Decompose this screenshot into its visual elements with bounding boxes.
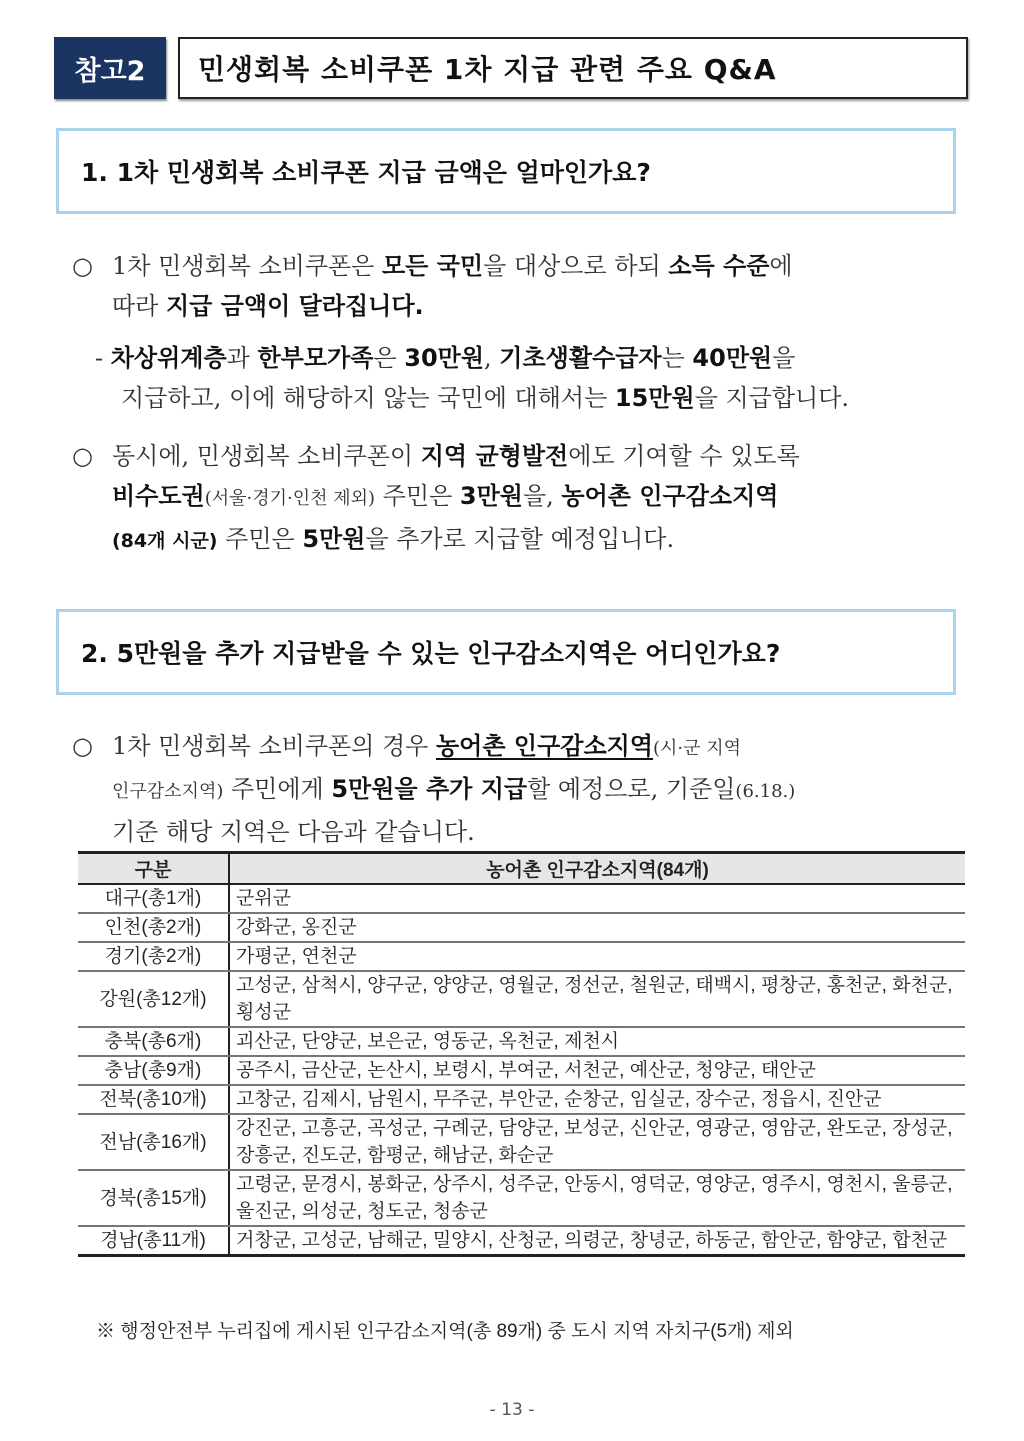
q1-answer-dash: - 차상위계층과 한부모가족은 30만원, 기초생활수급자는 40만원을 지급하고, 이에 해당하지 않는 국민에 대해서는 15만원을 지급합니다. — [95, 344, 850, 412]
page-title: 민생회복 소비쿠폰 1차 지급 관련 주요 Q&A — [178, 37, 968, 99]
table-row: 대구(총1개) 군위군 — [78, 884, 965, 913]
table-row: 경기(총2개) 가평군, 연천군 — [78, 942, 965, 971]
circle-bullet-icon: ○ — [72, 252, 93, 280]
table-row: 경북(총15개) 고령군, 문경시, 봉화군, 상주시, 성주군, 안동시, 영덕군, 영양군, 영주시, 영천시, 울릉군, 울진군, 의성군, 청도군, 청송군 — [78, 1170, 965, 1226]
q1-answer-bullet-2: ○ 동시에, 민생회복 소비쿠폰이 지역 균형발전에도 기여할 수 있도록 비수도권(서울·경기·인천 제외) 주민은 3만원을, 농어촌 인구감소지역 (84개 시군) 주민은 5만원을 추가로 지급할 예정입니다. — [72, 436, 972, 561]
circle-bullet-icon: ○ — [72, 732, 93, 760]
population-decline-regions-table — [78, 851, 965, 1257]
question-2-box: 2. 5만원을 추가 지급받을 수 있는 인구감소지역은 어디인가요? — [56, 609, 956, 695]
table-row: 경남(총11개) 거창군, 고성군, 남해군, 밀양시, 산청군, 의령군, 창녕군, 하동군, 함안군, 함양군, 합천군 — [78, 1226, 965, 1256]
circle-bullet-icon: ○ — [72, 442, 93, 470]
question-1-box: 1. 1차 민생회복 소비쿠폰 지급 금액은 얼마인가요? — [56, 128, 956, 214]
table-row: 인천(총2개) 강화군, 옹진군 — [78, 913, 965, 942]
page-number: - 13 - — [489, 1400, 535, 1420]
table-row: 강원(총12개) 고성군, 삼척시, 양구군, 양양군, 영월군, 정선군, 철원군, 태백시, 평창군, 홍천군, 화천군, 횡성군 — [78, 971, 965, 1027]
column-header-regions: 농어촌 인구감소지역(84개) — [229, 853, 965, 885]
column-header-category: 구분 — [78, 853, 229, 885]
page-header — [54, 37, 968, 99]
table-header-row — [78, 853, 965, 885]
table-row: 전북(총10개) 고창군, 김제시, 남원시, 무주군, 부안군, 순창군, 임실군, 장수군, 정읍시, 진안군 — [78, 1085, 965, 1114]
table-row: 충북(총6개) 괴산군, 단양군, 보은군, 영동군, 옥천군, 제천시 — [78, 1027, 965, 1056]
q1-answer-bullet-1: ○ 1차 민생회복 소비쿠폰은 모든 국민을 대상으로 하되 소득 수준에 따라 지급 금액이 달라집니다. — [72, 246, 972, 326]
footnote: ※ 행정안전부 누리집에 게시된 인구감소지역(총 89개) 중 도시 지역 자치구(5개) 제외 — [96, 1321, 794, 1342]
reference-label: 참고2 — [54, 37, 166, 99]
table-row: 충남(총9개) 공주시, 금산군, 논산시, 보령시, 부여군, 서천군, 예산군, 청양군, 태안군 — [78, 1056, 965, 1085]
table-row: 전남(총16개) 강진군, 고흥군, 곡성군, 구례군, 담양군, 보성군, 신안군, 영광군, 영암군, 완도군, 장성군, 장흥군, 진도군, 함평군, 해남군, 화순군 — [78, 1114, 965, 1170]
q2-answer-bullet: ○ 1차 민생회복 소비쿠폰의 경우 농어촌 인구감소지역(시·군 지역 인구감소지역) 주민에게 5만원을 추가 지급할 예정으로, 기준일(6.18.) 기준 해당 지역은 다음과 같습니다. — [72, 726, 972, 852]
